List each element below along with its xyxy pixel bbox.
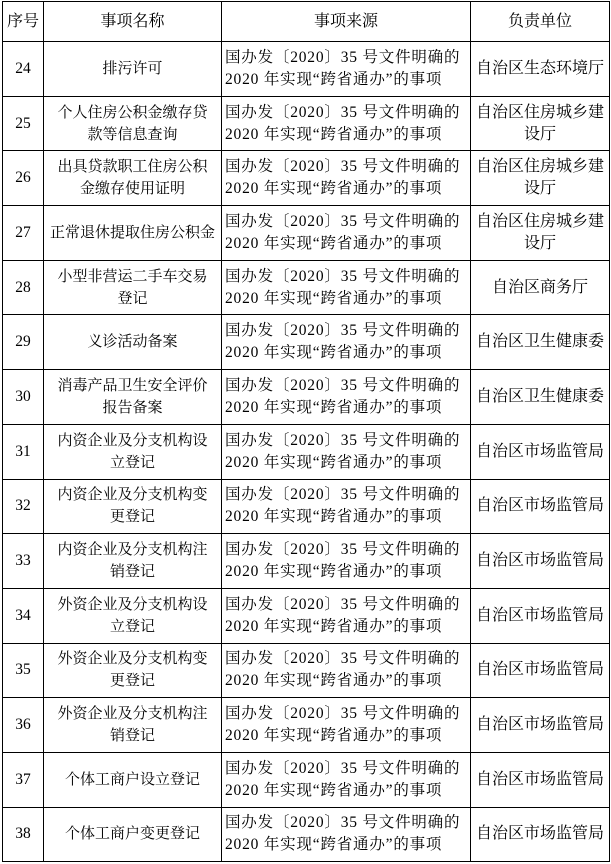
- item-source: 国办发〔2020〕35 号文件明确的 2020 年实现“跨省通办”的事项: [222, 752, 471, 807]
- responsible-department: 自治区市场监管局: [471, 643, 610, 698]
- item-source: 国办发〔2020〕35 号文件明确的 2020 年实现“跨省通办”的事项: [222, 42, 471, 97]
- item-source: 国办发〔2020〕35 号文件明确的 2020 年实现“跨省通办”的事项: [222, 206, 471, 261]
- row-number: 26: [3, 151, 44, 206]
- row-number: 31: [3, 424, 44, 479]
- item-name: 出具贷款职工住房公积 金缴存使用证明: [44, 151, 222, 206]
- table-row: [3, 698, 610, 753]
- responsible-department: 自治区市场监管局: [471, 752, 610, 807]
- header-row: [3, 2, 610, 42]
- row-number: 24: [3, 42, 44, 97]
- row-number: 33: [3, 534, 44, 589]
- item-source: 国办发〔2020〕35 号文件明确的 2020 年实现“跨省通办”的事项: [222, 260, 471, 315]
- item-name: 消毒产品卫生安全评价 报告备案: [44, 370, 222, 425]
- header-index: 序号: [3, 2, 44, 42]
- item-name: 义诊活动备案: [44, 315, 222, 370]
- table-row: [3, 424, 610, 479]
- item-source: 国办发〔2020〕35 号文件明确的 2020 年实现“跨省通办”的事项: [222, 96, 471, 151]
- row-number: 37: [3, 752, 44, 807]
- item-source: 国办发〔2020〕35 号文件明确的 2020 年实现“跨省通办”的事项: [222, 370, 471, 425]
- item-source: 国办发〔2020〕35 号文件明确的 2020 年实现“跨省通办”的事项: [222, 534, 471, 589]
- item-source: 国办发〔2020〕35 号文件明确的 2020 年实现“跨省通办”的事项: [222, 588, 471, 643]
- row-number: 38: [3, 807, 44, 862]
- table-row: [3, 807, 610, 862]
- item-name: 外资企业及分支机构注 销登记: [44, 698, 222, 753]
- table-row: [3, 752, 610, 807]
- table-row: [3, 315, 610, 370]
- item-name: 排污许可: [44, 42, 222, 97]
- header-department: 负责单位: [471, 2, 610, 42]
- item-source: 国办发〔2020〕35 号文件明确的 2020 年实现“跨省通办”的事项: [222, 698, 471, 753]
- item-source: 国办发〔2020〕35 号文件明确的 2020 年实现“跨省通办”的事项: [222, 315, 471, 370]
- responsible-department: 自治区卫生健康委: [471, 370, 610, 425]
- table-row: [3, 588, 610, 643]
- responsible-department: 自治区卫生健康委: [471, 315, 610, 370]
- responsible-department: 自治区市场监管局: [471, 424, 610, 479]
- item-name: 个体工商户变更登记: [44, 807, 222, 862]
- row-number: 25: [3, 96, 44, 151]
- item-source: 国办发〔2020〕35 号文件明确的 2020 年实现“跨省通办”的事项: [222, 643, 471, 698]
- table-row: [3, 370, 610, 425]
- row-number: 27: [3, 206, 44, 261]
- table-row: [3, 96, 610, 151]
- responsible-department: 自治区住房城乡建 设厅: [471, 151, 610, 206]
- item-name: 内资企业及分支机构注 销登记: [44, 534, 222, 589]
- item-source: 国办发〔2020〕35 号文件明确的 2020 年实现“跨省通办”的事项: [222, 807, 471, 862]
- item-name: 内资企业及分支机构变 更登记: [44, 479, 222, 534]
- responsible-department: 自治区商务厅: [471, 260, 610, 315]
- table-row: [3, 151, 610, 206]
- table-row: [3, 534, 610, 589]
- responsible-department: 自治区市场监管局: [471, 534, 610, 589]
- item-name: 外资企业及分支机构变 更登记: [44, 643, 222, 698]
- item-name: 外资企业及分支机构设 立登记: [44, 588, 222, 643]
- item-source: 国办发〔2020〕35 号文件明确的 2020 年实现“跨省通办”的事项: [222, 151, 471, 206]
- item-name: 内资企业及分支机构设 立登记: [44, 424, 222, 479]
- row-number: 32: [3, 479, 44, 534]
- item-name: 小型非营运二手车交易 登记: [44, 260, 222, 315]
- table-row: [3, 479, 610, 534]
- item-name: 个体工商户设立登记: [44, 752, 222, 807]
- header-item-name: 事项名称: [44, 2, 222, 42]
- table-row: [3, 260, 610, 315]
- responsible-department: 自治区住房城乡建 设厅: [471, 206, 610, 261]
- responsible-department: 自治区市场监管局: [471, 479, 610, 534]
- header-source: 事项来源: [222, 2, 471, 42]
- row-number: 34: [3, 588, 44, 643]
- responsible-department: 自治区市场监管局: [471, 588, 610, 643]
- table-row: [3, 206, 610, 261]
- responsible-department: 自治区市场监管局: [471, 807, 610, 862]
- item-source: 国办发〔2020〕35 号文件明确的 2020 年实现“跨省通办”的事项: [222, 479, 471, 534]
- responsible-department: 自治区市场监管局: [471, 698, 610, 753]
- row-number: 29: [3, 315, 44, 370]
- item-name: 正常退休提取住房公积金: [44, 206, 222, 261]
- row-number: 30: [3, 370, 44, 425]
- item-name: 个人住房公积金缴存贷 款等信息查询: [44, 96, 222, 151]
- responsible-department: 自治区住房城乡建 设厅: [471, 96, 610, 151]
- item-source: 国办发〔2020〕35 号文件明确的 2020 年实现“跨省通办”的事项: [222, 424, 471, 479]
- matters-table: [2, 1, 610, 862]
- table-row: [3, 42, 610, 97]
- responsible-department: 自治区生态环境厅: [471, 42, 610, 97]
- row-number: 36: [3, 698, 44, 753]
- table-row: [3, 643, 610, 698]
- row-number: 28: [3, 260, 44, 315]
- row-number: 35: [3, 643, 44, 698]
